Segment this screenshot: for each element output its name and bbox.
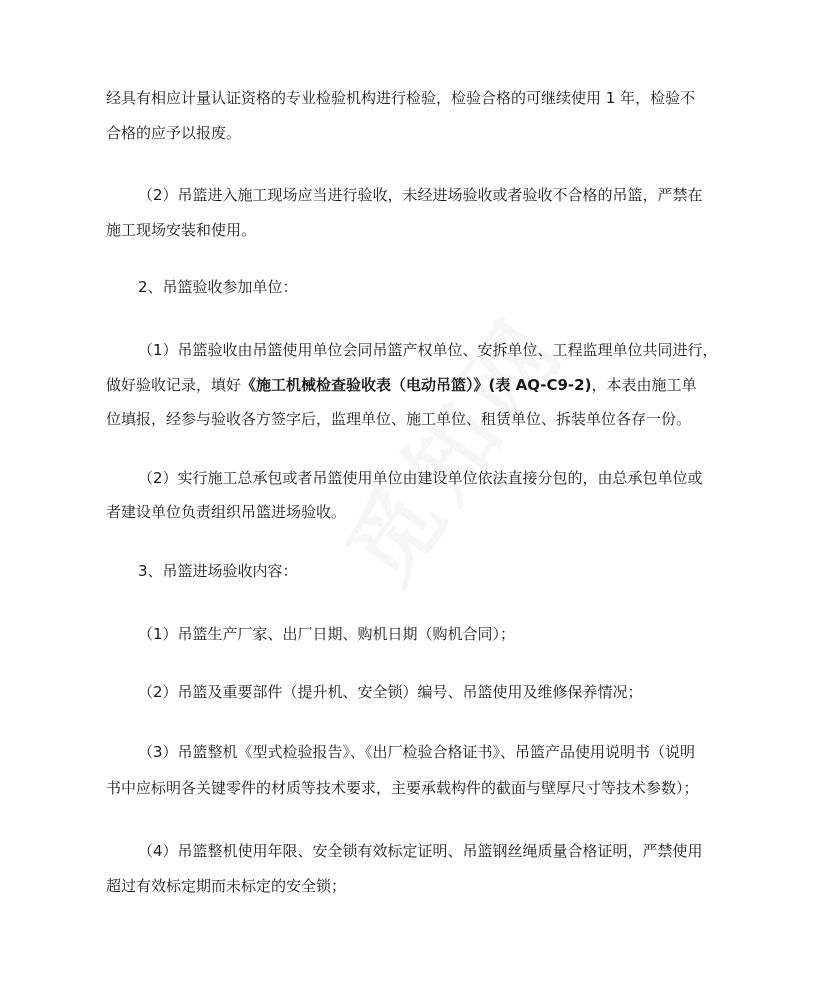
paragraph-line: （2）吊篮进入施工现场应当进行验收，未经进场验收或者验收不合格的吊篮，严禁在 <box>138 186 703 204</box>
section-heading: 3、吊篮进场验收内容： <box>138 562 298 580</box>
paragraph-line: （2）吊篮及重要部件（提升机、安全锁）编号、吊篮使用及维修保养情况； <box>138 683 643 701</box>
paragraph-line: 位填报，经参与验收各方签字后，监理单位、施工单位、租赁单位、拆装单位各存一份。 <box>106 410 692 428</box>
section-heading: 2、吊篮验收参加单位： <box>138 278 298 296</box>
paragraph-line: （4）吊篮整机使用年限、安全锁有效标定证明、吊篮钢丝绳质量合格证明，严禁使用 <box>138 842 703 860</box>
paragraph-line <box>106 375 696 395</box>
paragraph-line: 合格的应予以报废。 <box>106 124 242 142</box>
paragraph-line: 施工现场安装和使用。 <box>106 221 257 239</box>
paragraph-line: 书中应标明各关键零件的材质等技术要求，主要承载构件的截面与壁厚尺寸等技术参数）； <box>106 779 699 797</box>
paragraph-line: （1）吊篮生产厂家、出厂日期、购机日期（购机合同）； <box>138 625 516 643</box>
text: 做好验收记录，填好 <box>106 376 242 394</box>
watermark <box>311 285 590 605</box>
form-reference-bold: 《施工机械检查验收表（电动吊篮）》(表 AQ-C9-2) <box>241 376 592 394</box>
text: ，本表由施工单 <box>591 376 697 394</box>
paragraph-line: 超过有效标定期而未标定的安全锁； <box>106 877 347 895</box>
paragraph-line: （2）实行施工总承包或者吊篮使用单位由建设单位依法直接分包的，由总承包单位或 <box>138 469 703 487</box>
paragraph-line: （3）吊篮整机《型式检验报告》、《出厂检验合格证书》、吊篮产品使用说明书（说明 <box>138 743 696 761</box>
paragraph-line: 者建设单位负责组织吊篮进场验收。 <box>106 503 347 521</box>
paragraph-line: 经具有相应计量认证资格的专业检验机构进行检验，检验合格的可继续使用 1 年，检验不 <box>106 89 696 107</box>
paragraph-line: （1）吊篮验收由吊篮使用单位会同吊篮产权单位、安拆单位、工程监理单位共同进行， <box>138 341 718 359</box>
